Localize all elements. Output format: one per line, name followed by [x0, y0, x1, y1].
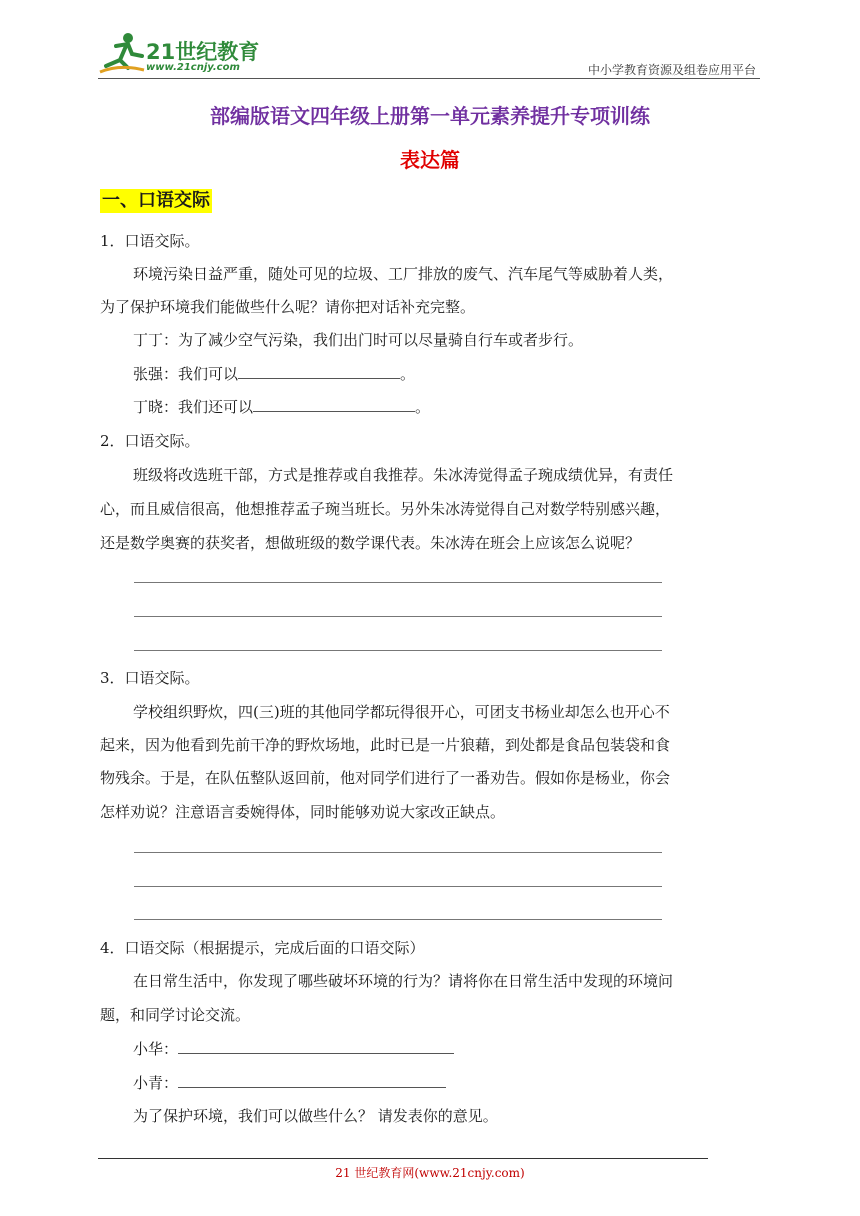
- question-3-text-line: 物残余。于是，在队伍整队返回前，他对同学们进行了一番劝告。假如你是杨业，你会: [100, 769, 671, 787]
- question-2-text-line: 还是数学奥赛的获奖者，想做班级的数学课代表。朱冰涛在班会上应该怎么说呢？: [100, 534, 641, 552]
- question-1-label: 1．口语交际。: [100, 232, 200, 250]
- answer-line[interactable]: [134, 852, 662, 853]
- dialogue-speaker-prefix: 小华：: [133, 1040, 179, 1058]
- answer-blank[interactable]: [238, 364, 400, 379]
- answer-line[interactable]: [134, 650, 662, 651]
- question-3-label: 3．口语交际。: [100, 669, 200, 687]
- dialogue-speaker-prefix: 丁晓：我们还可以: [133, 398, 254, 416]
- answer-line[interactable]: [134, 582, 662, 583]
- answer-line[interactable]: [134, 616, 662, 617]
- answer-blank[interactable]: [178, 1039, 454, 1054]
- page-footer: 21 世纪教育网(www.21cnjy.com): [335, 1166, 525, 1180]
- page-subtitle: 表达篇: [400, 148, 460, 172]
- page-title: 部编版语文四年级上册第一单元素养提升专项训练: [210, 104, 650, 128]
- dialogue-speaker-prefix: 张强：我们可以: [133, 365, 239, 383]
- question-1-text-line: 为了保护环境我们能做些什么呢？请你把对话补充完整。: [100, 298, 476, 316]
- section-heading: 一、口语交际: [102, 190, 210, 211]
- question-3-text-line: 起来，因为他看到先前干净的野炊场地，此时已是一片狼藉，到处都是食品包装袋和食: [100, 736, 671, 754]
- question-4-text-line: 为了保护环境，我们可以做些什么？ 请发表你的意见。: [133, 1107, 498, 1125]
- footer-divider: [98, 1158, 708, 1159]
- dialogue-suffix: 。: [400, 365, 416, 383]
- question-2-text-line: 心，而且威信很高，他想推荐孟子琬当班长。另外朱冰涛觉得自己对数学特别感兴趣，: [100, 500, 671, 518]
- logo-url: www.21cnjy.com: [146, 62, 240, 73]
- dialogue-suffix: 。: [415, 398, 431, 416]
- logo: [98, 30, 268, 76]
- dialogue-line: [133, 1073, 446, 1093]
- dialogue-line: [133, 1039, 454, 1059]
- answer-line[interactable]: [134, 919, 662, 920]
- page-header: [98, 30, 758, 80]
- question-4-text-line: 在日常生活中，你发现了哪些破坏环境的行为？请将你在日常生活中发现的环境问: [133, 972, 674, 990]
- dialogue-speaker-prefix: 小青：: [133, 1074, 179, 1092]
- answer-line[interactable]: [134, 886, 662, 887]
- question-4-text-line: 题，和同学讨论交流。: [100, 1006, 251, 1024]
- question-1-text-line: 环境污染日益严重，随处可见的垃圾、工厂排放的废气、汽车尾气等威胁着人类，: [133, 265, 674, 283]
- runner-logo-icon: [98, 30, 146, 76]
- question-4-label: 4．口语交际（根据提示，完成后面的口语交际）: [100, 939, 425, 957]
- answer-blank[interactable]: [178, 1073, 446, 1088]
- dialogue-line: [133, 364, 415, 384]
- logo-text: 21世纪教育: [146, 40, 260, 64]
- header-divider: [98, 78, 760, 79]
- dialogue-line: 丁丁：为了减少空气污染，我们出门时可以尽量骑自行车或者步行。: [133, 331, 584, 349]
- question-3-text-line: 学校组织野炊，四(三)班的其他同学都玩得很开心，可团支书杨业却怎么也开心不: [133, 703, 670, 721]
- question-3-text-line: 怎样劝说？注意语言委婉得体，同时能够劝说大家改正缺点。: [100, 803, 506, 821]
- question-2-label: 2．口语交际。: [100, 432, 200, 450]
- question-2-text-line: 班级将改选班干部，方式是推荐或自我推荐。朱冰涛觉得孟子琬成绩优异，有责任: [133, 466, 674, 484]
- dialogue-line: [133, 397, 430, 417]
- answer-blank[interactable]: [253, 397, 415, 412]
- platform-label: 中小学教育资源及组卷应用平台: [587, 63, 756, 77]
